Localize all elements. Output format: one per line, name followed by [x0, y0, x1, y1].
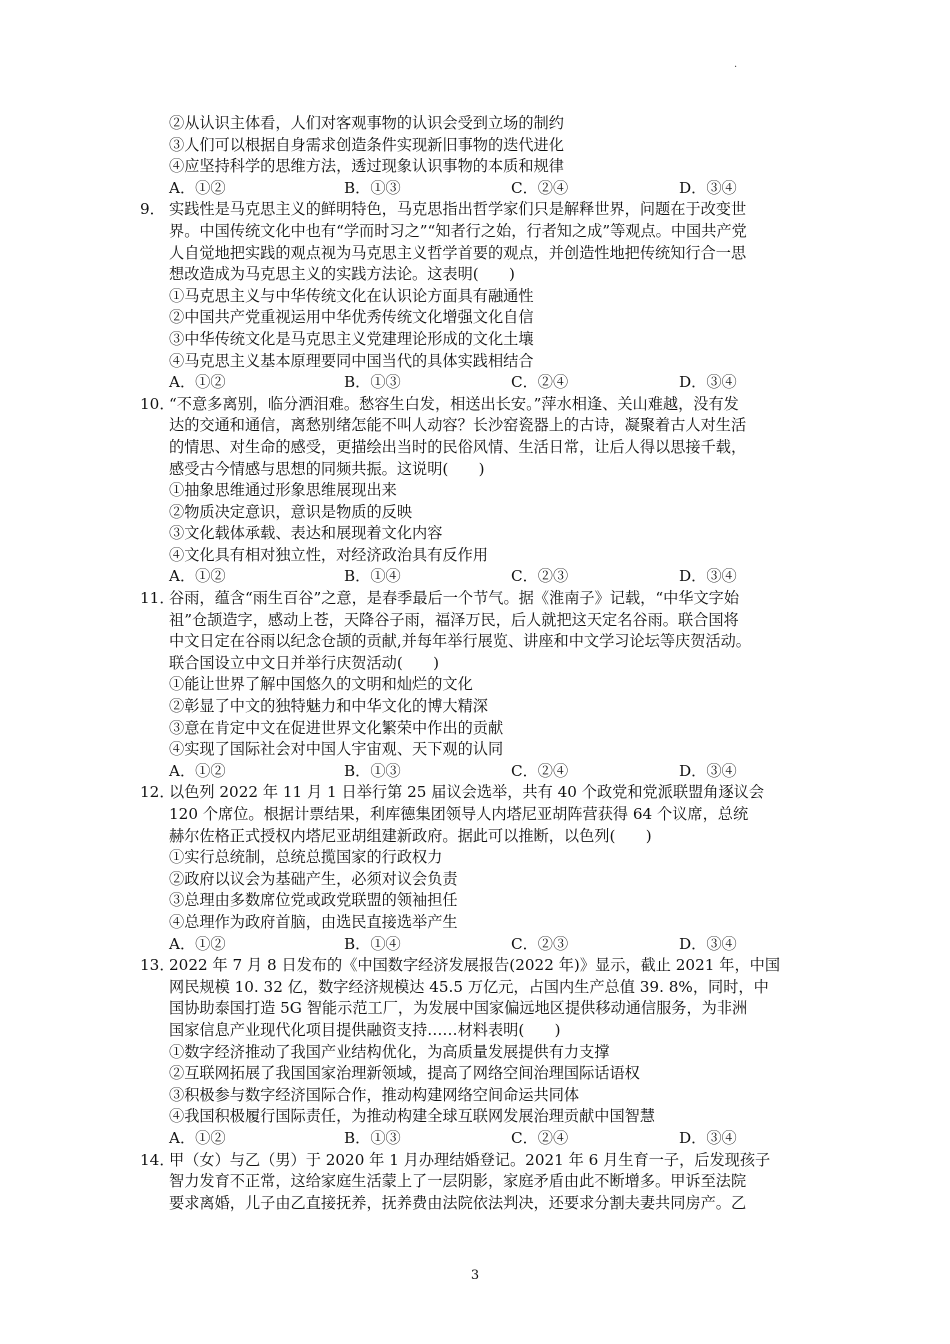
question-stem-text: “不意多离别，临分洒泪难。愁容生白发，相送出长安。”萍水相逢、关山难越，没有发	[169, 394, 739, 413]
question-stem-text: 实践性是马克思主义的鲜明特色，马克思指出哲学家们只是解释世界，问题在于改变世	[169, 200, 747, 219]
statement: ②中国共产党重视运用中华优秀传统文化增强文化自信	[169, 308, 534, 327]
question-stem-line: 界。中国传统文化中也有“学而时习之”“知者行之始，行者知之成”等观点。中国共产党	[169, 221, 747, 240]
question-stem-first-line	[140, 199, 820, 221]
question-2	[140, 588, 820, 782]
question-stem-line: 人自觉地把实践的观点视为马克思主义哲学首要的观点，并创造性地把传统知行合一思	[169, 243, 747, 262]
statement: ④文化具有相对独立性，对经济政治具有反作用	[169, 545, 488, 564]
question-number: 13．	[140, 956, 175, 975]
question-stem-first-line	[140, 588, 820, 610]
question-stem-line: 国协助泰国打造 5G 智能示范工厂，为发展中国家偏远地区提供移动通信服务，为非洲	[169, 999, 748, 1018]
statement: ③中华传统文化是马克思主义党建理论形成的文化土壤	[169, 329, 534, 348]
answer-options	[140, 178, 820, 200]
question-4	[140, 955, 820, 1149]
question-stem-line: 赫尔佐格正式授权内塔尼亚胡组建新政府。据此可以推断，以色列( )	[169, 826, 652, 845]
question-stem-line: 的情思、对生命的感受，更描绘出当时的民俗风情、生活日常，让后人得以思接千载，	[169, 437, 747, 456]
statement: ③积极参与数字经济国际合作，推动构建网络空间命运共同体	[169, 1085, 580, 1104]
option-b: B．①③	[344, 1128, 401, 1147]
statement: ④实现了国际社会对中国人宇宙观、天下观的认同	[169, 740, 504, 759]
option-d: D．③④	[679, 761, 737, 780]
question-stem-line: 要求离婚，儿子由乙直接抚养，抚养费由法院依法判决，还要求分割夫妻共同房产。乙	[169, 1193, 747, 1212]
question-number: 10．	[140, 394, 175, 413]
option-d: D．③④	[679, 934, 737, 953]
page-number: 3	[470, 1268, 480, 1283]
option-a: A．①②	[169, 1128, 226, 1147]
option-a: A．①②	[169, 567, 226, 586]
exam-page-content	[140, 113, 820, 1214]
option-b: B．①④	[344, 567, 401, 586]
answer-options	[140, 1128, 820, 1150]
question-stem-line: 祖”仓颉造字，感动上苍，天降谷子雨，福泽万民，后人就把这天定名谷雨。联合国将	[169, 610, 739, 629]
statement: ④应坚持科学的思维方法，透过现象认识事物的本质和规律	[169, 157, 564, 176]
statement: ②从认识主体看，人们对客观事物的认识会受到立场的制约	[169, 114, 564, 132]
option-a: A．①②	[169, 761, 226, 780]
question-5	[140, 1150, 820, 1215]
question-list	[140, 199, 820, 1214]
question-stem-line: 120 个席位。根据计票结果，利库德集团领导人内塔尼亚胡阵营获得 64 个议席，总统	[169, 805, 749, 823]
option-d: D．③④	[679, 178, 737, 197]
question-stem-line: 智力发育不正常，这给家庭生活蒙上了一层阴影，家庭矛盾由此不断增多。甲诉至法院	[169, 1172, 747, 1191]
option-c: C．②③	[511, 934, 569, 953]
question-number: 14．	[140, 1150, 175, 1169]
statement: ①实行总统制，总统总揽国家的行政权力	[169, 848, 443, 867]
statement: ③意在肯定中文在促进世界文化繁荣中作出的贡献	[169, 718, 504, 737]
question-stem-line: 想改造成为马克思主义的实践方法论。这表明( )	[169, 265, 515, 284]
question-stem-first-line	[140, 394, 820, 416]
statement: ④总理作为政府首脑，由选民直接选举产生	[169, 912, 458, 931]
statement: ①抽象思维通过形象思维展现出来	[169, 481, 397, 500]
top-mark: ·	[734, 62, 738, 73]
previous-question-tail	[140, 113, 820, 199]
answer-options	[140, 372, 820, 394]
question-number: 11．	[140, 589, 175, 608]
question-stem-first-line	[140, 782, 820, 804]
option-c: C．②③	[511, 567, 569, 586]
question-stem-text: 谷雨，蕴含“雨生百谷”之意，是春季最后一个节气。据《淮南子》记载，“中华文字始	[169, 589, 740, 608]
answer-options	[140, 761, 820, 783]
statement: ②彰显了中文的独特魅力和中华文化的博大精深	[169, 697, 488, 716]
option-c: C．②④	[511, 761, 569, 780]
option-b: B．①③	[344, 761, 401, 780]
option-a: A．①②	[169, 178, 226, 197]
question-stem-line: 国家信息产业现代化项目提供融资支持……材料表明( )	[169, 1020, 561, 1039]
question-stem-line: 达的交通和通信，离愁别绪怎能不叫人动容？长沙窑瓷器上的古诗，凝聚着古人对生活	[169, 416, 747, 435]
question-stem-first-line	[140, 955, 820, 977]
option-a: A．①②	[169, 373, 226, 392]
option-b: B．①④	[344, 934, 401, 953]
question-number: 12．	[140, 783, 175, 802]
option-c: C．②④	[511, 1128, 569, 1147]
statement: ①马克思主义与中华传统文化在认识论方面具有融通性	[169, 286, 534, 305]
option-d: D．③④	[679, 373, 737, 392]
statement: ③人们可以根据自身需求创造条件实现新旧事物的迭代进化	[169, 135, 564, 154]
question-stem-line: 网民规模 10. 32 亿，数字经济规模达 45.5 万亿元，占国内生产总值 39. 8%，同时，中	[169, 977, 769, 996]
statement: ②物质决定意识，意识是物质的反映	[169, 502, 412, 521]
question-stem-text: 2022 年 7 月 8 日发布的《中国数字经济发展报告(2022 年)》显示，截止 2021 年，中国	[169, 956, 781, 975]
option-b: B．①③	[344, 178, 401, 197]
option-d: D．③④	[679, 1128, 737, 1147]
question-3	[140, 782, 820, 955]
question-stem-text: 以色列 2022 年 11 月 1 日举行第 25 届议会选举，共有 40 个政党和党派联盟角逐议会	[169, 783, 765, 802]
option-d: D．③④	[679, 567, 737, 586]
statement: ③总理由多数席位党或政党联盟的领袖担任	[169, 891, 458, 910]
question-stem-line: 感受古今情感与思想的同频共振。这说明( )	[169, 459, 485, 478]
option-c: C．②④	[511, 178, 569, 197]
statement: ①能让世界了解中国悠久的文明和灿烂的文化	[169, 675, 473, 694]
question-stem-line: 联合国设立中文日并举行庆贺活动( )	[169, 653, 440, 672]
statement: ④马克思主义基本原理要同中国当代的具体实践相结合	[169, 351, 534, 370]
answer-options	[140, 934, 820, 956]
question-stem-line: 中文日定在谷雨以纪念仓颉的贡献,并每年举行展览、讲座和中文学习论坛等庆贺活动。	[169, 632, 751, 651]
answer-options	[140, 566, 820, 588]
statement: ②政府以议会为基础产生，必须对议会负责	[169, 869, 458, 888]
statement: ①数字经济推动了我国产业结构优化，为高质量发展提供有力支撑	[169, 1042, 610, 1061]
option-b: B．①③	[344, 373, 401, 392]
statement: ③文化载体承载、表达和展现着文化内容	[169, 524, 443, 543]
question-1	[140, 394, 820, 588]
question-0	[140, 199, 820, 393]
question-stem-first-line	[140, 1150, 820, 1172]
question-number: 9．	[140, 200, 165, 219]
option-a: A．①②	[169, 934, 226, 953]
statement: ④我国积极履行国际责任，为推动构建全球互联网发展治理贡献中国智慧	[169, 1107, 655, 1126]
option-c: C．②④	[511, 373, 569, 392]
statement: ②互联网拓展了我国国家治理新领域，提高了网络空间治理国际话语权	[169, 1064, 640, 1083]
question-stem-text: 甲（女）与乙（男）于 2020 年 1 月办理结婚登记。2021 年 6 月生育一子，后发现孩子	[169, 1150, 771, 1169]
